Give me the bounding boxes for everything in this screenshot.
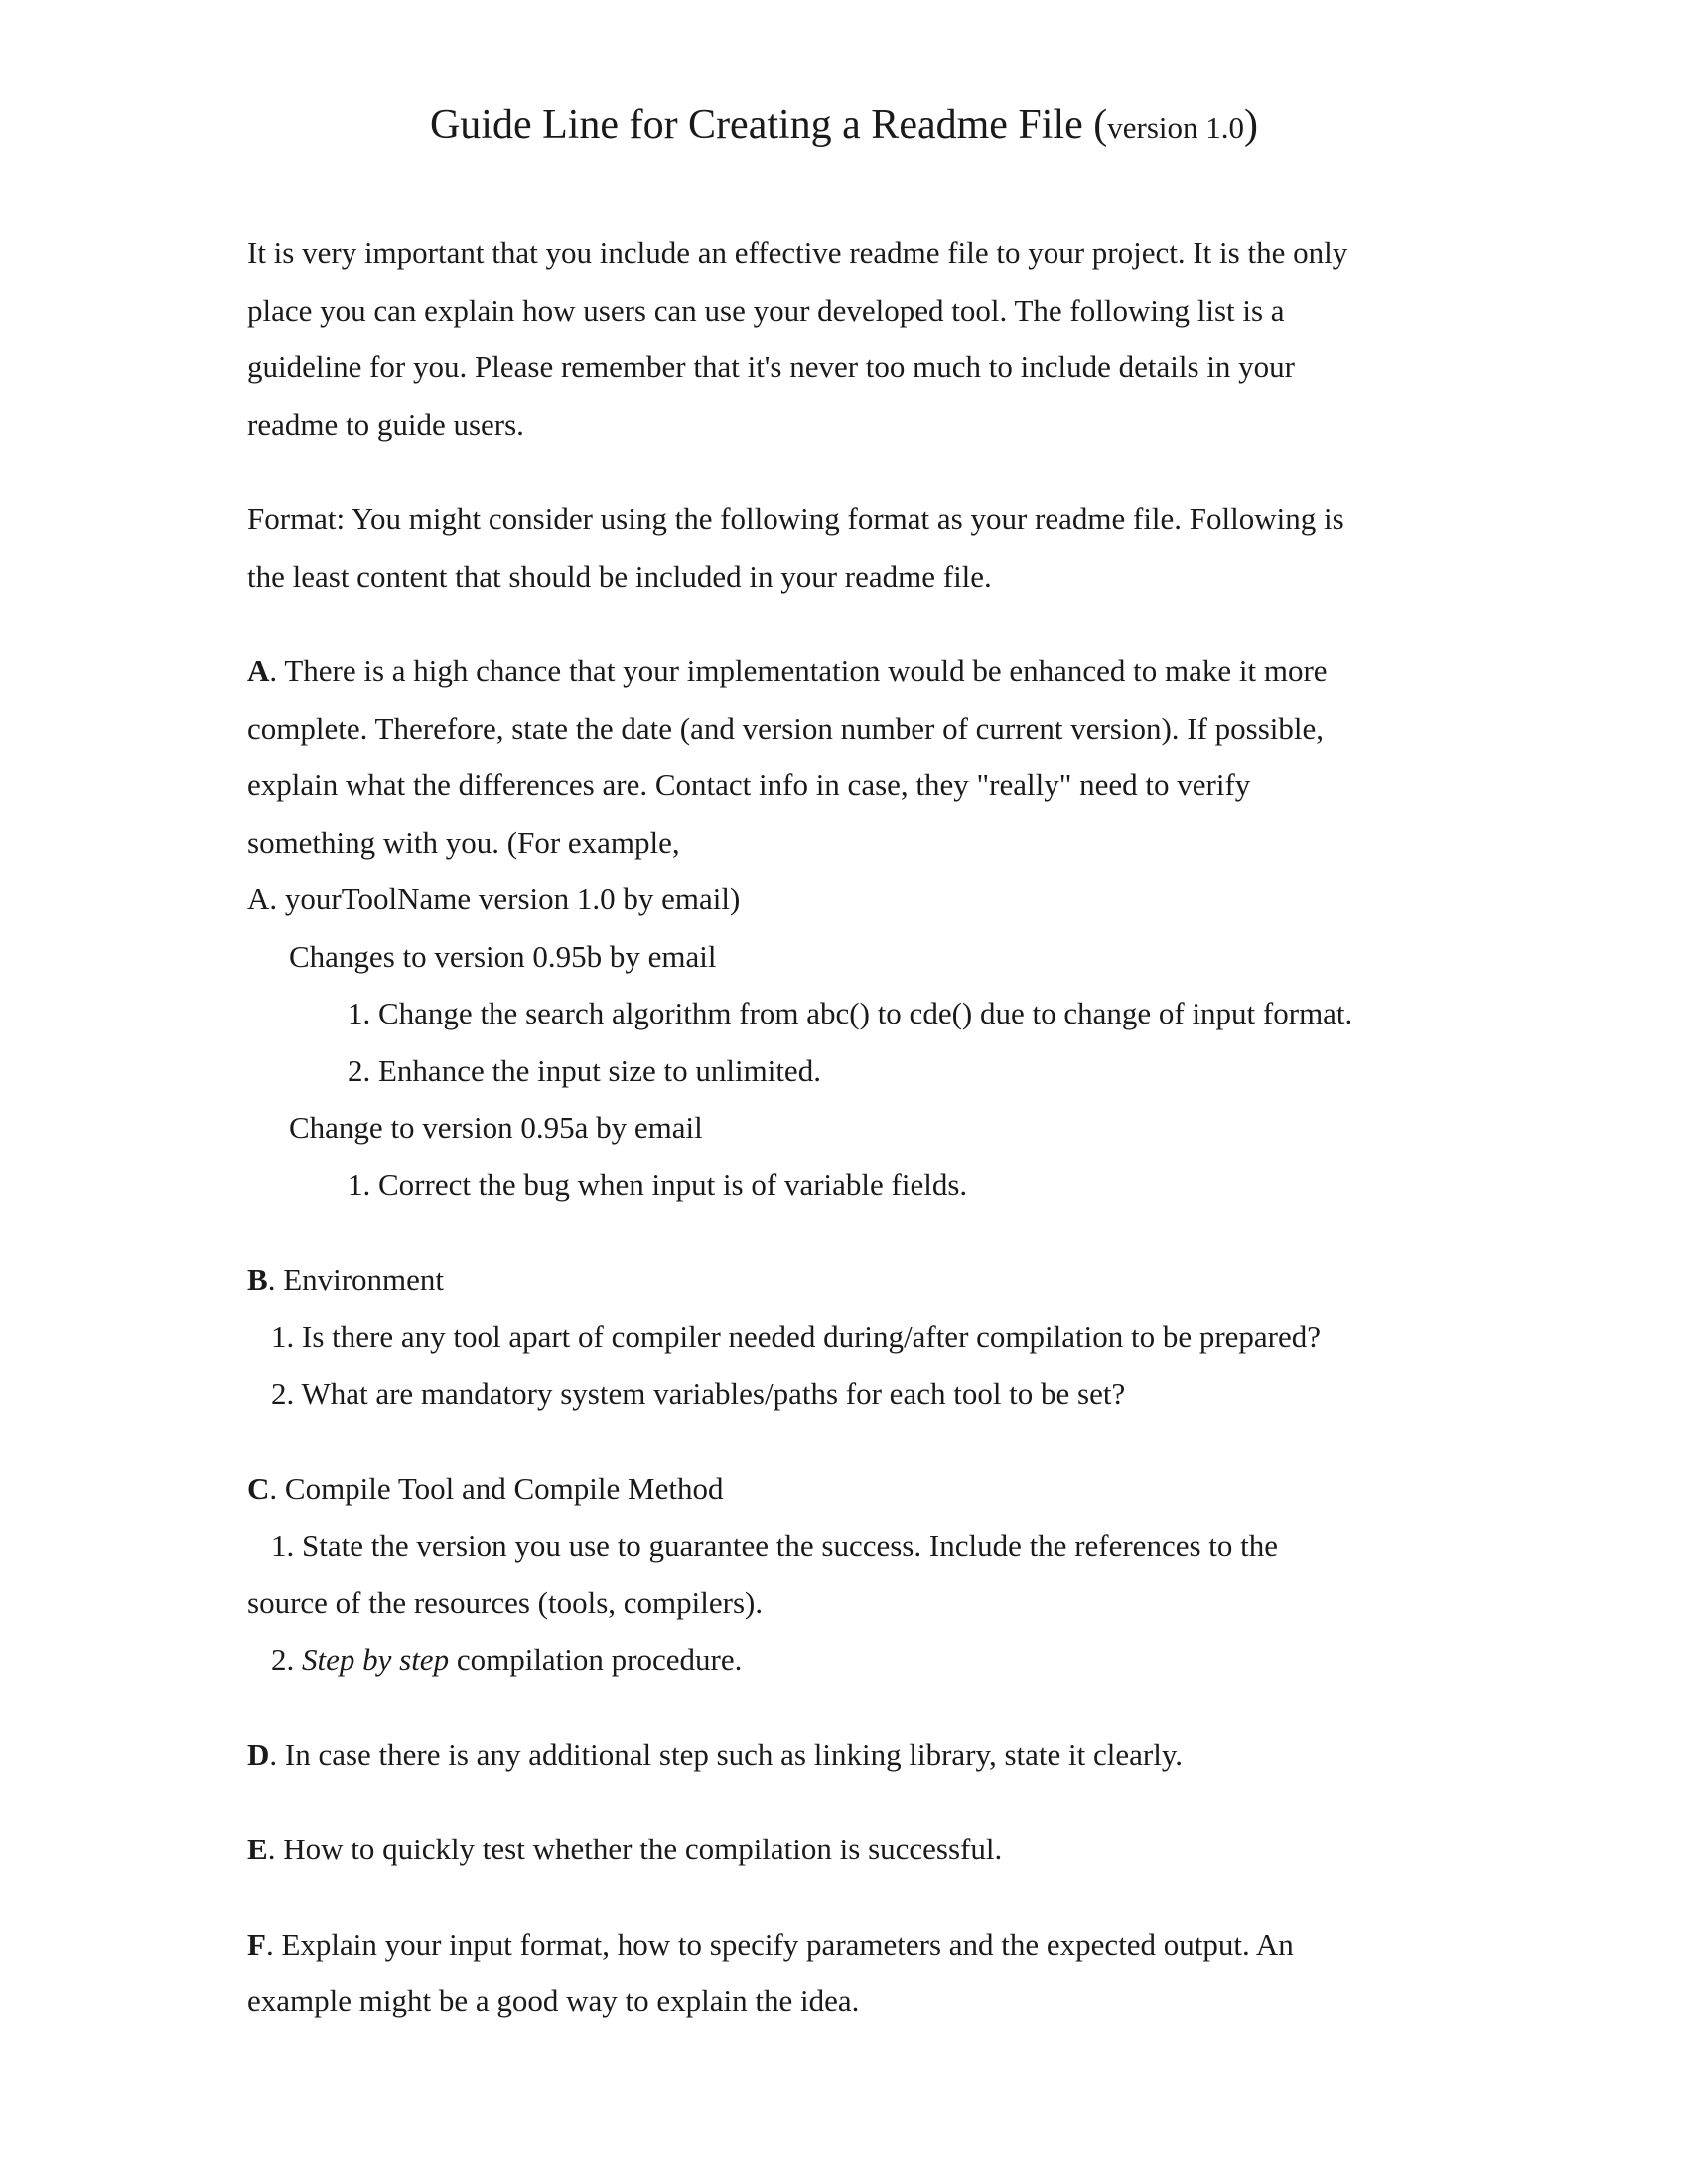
format-paragraph: [247, 490, 1469, 605]
section-d: [247, 1726, 1469, 1784]
section-e-text: . How to quickly test whether the compilation is successful.: [267, 1832, 1003, 1866]
example-heading: A. yourToolName version 1.0 by email): [247, 882, 741, 916]
section-b-letter: B: [247, 1262, 268, 1297]
section-f: [247, 1916, 1469, 2030]
document-title: [0, 97, 1688, 156]
section-f-text: . Explain your input format, how to specify parameters and the expected output. An: [265, 1926, 1294, 1962]
changes-095b-item: 2. Enhance the input size to unlimited.: [348, 1052, 821, 1088]
section-d-letter: D: [247, 1736, 270, 1772]
section-c-item-italic: Step by step: [302, 1642, 450, 1677]
section-a-line: something with you. (For example,: [247, 824, 680, 860]
section-a-line: [247, 642, 1469, 700]
intro-line: readme to guide users.: [247, 406, 524, 442]
section-b-item: 2. What are mandatory system variables/paths for each tool to be set?: [271, 1376, 1126, 1411]
section-b-item: 1. Is there any tool apart of compiler needed during/after compilation to be prepared?: [271, 1318, 1322, 1354]
intro-line: place you can explain how users can use your developed tool. The following list is a: [247, 292, 1285, 328]
section-a-letter: A: [247, 653, 270, 688]
section-c-item: 1. State the version you use to guarantee the success. Include the references to the: [271, 1528, 1279, 1563]
section-b-heading: [247, 1251, 1469, 1308]
section-a-line: explain what the differences are. Contact info in case, they "really" need to verify: [247, 767, 1251, 802]
section-b: [247, 1251, 1469, 1423]
section-a-line: complete. Therefore, state the date (and version number of current version). If possible,: [247, 710, 1325, 746]
section-a: [247, 642, 1469, 1213]
section-d-text: . In case there is any additional step such as linking library, state it clearly.: [269, 1736, 1184, 1772]
section-f-letter: F: [247, 1926, 266, 1962]
changes-095b: Changes to version 0.95b by email: [289, 938, 717, 974]
section-b-heading-text: . Environment: [267, 1262, 445, 1297]
section-c-heading: [247, 1460, 1469, 1518]
section-c-letter: C: [247, 1470, 270, 1506]
changes-095a-item: 1. Correct the bug when input is of variable fields.: [348, 1166, 968, 1202]
section-a-text: . There is a high chance that your implementation would be enhanced to make it more: [269, 653, 1328, 688]
title-version: version 1.0: [1107, 110, 1245, 145]
changes-095b-item: 1. Change the search algorithm from abc() to cde() due to change of input format.: [348, 996, 1353, 1030]
title-main: Guide Line for Creating a Readme File (: [429, 102, 1108, 148]
section-c-item-rest: compilation procedure.: [449, 1642, 743, 1677]
section-f-line: example might be a good way to explain the idea.: [247, 1983, 860, 2018]
section-c: [247, 1460, 1469, 1689]
format-line: the least content that should be included in your readme file.: [247, 558, 992, 594]
section-c-heading-text: . Compile Tool and Compile Method: [269, 1470, 724, 1506]
section-f-line: [247, 1916, 1469, 1974]
section-e-line: [247, 1821, 1469, 1878]
title-close: ): [1244, 102, 1259, 148]
intro-line: It is very important that you include an effective readme file to your project. It is the only: [247, 235, 1348, 270]
section-c-item: [247, 1631, 1469, 1689]
intro-paragraph: [247, 224, 1469, 453]
section-c-item-continued: source of the resources (tools, compilers).: [247, 1584, 764, 1620]
section-d-line: [247, 1726, 1469, 1784]
changes-095a: Change to version 0.95a by email: [289, 1110, 703, 1145]
document-body: [247, 224, 1469, 2030]
intro-line: guideline for you. Please remember that it's never too much to include details in your: [247, 349, 1295, 384]
format-line: Format: You might consider using the following format as your readme file. Following is: [247, 501, 1344, 536]
section-c-item-number: 2.: [271, 1642, 302, 1677]
section-e-letter: E: [247, 1832, 268, 1866]
section-e: [247, 1821, 1469, 1878]
